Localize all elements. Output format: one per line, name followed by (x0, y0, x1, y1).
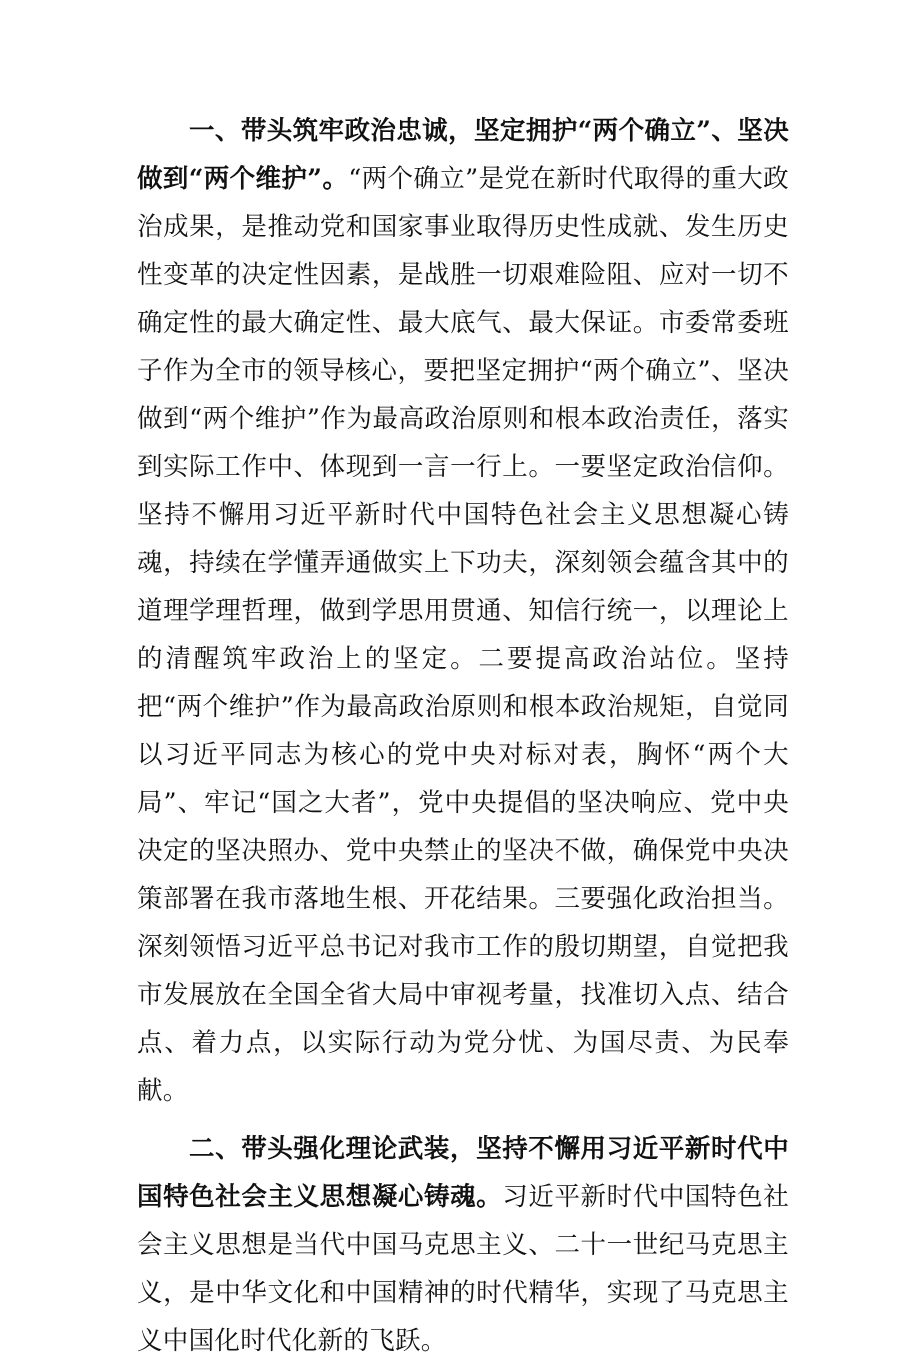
paragraph-2-heading: 二、带头强化理论武装，坚持不懈用习近平新时代中国特色社会主义思想凝心铸魂。 (137, 1134, 789, 1212)
paragraph-2-body: 习近平新时代中国特色社会主义思想是当代中国马克思主义、二十一世纪马克思主义，是中华文化和中国精神的时代精华，实现了马克思主义中国化时代化新的飞跃。 (137, 1182, 789, 1356)
paragraph-2 (137, 1125, 789, 1365)
document-page (137, 107, 789, 1365)
paragraph-1-heading: 一、带头筑牢政治忠诚，坚定拥护“两个确立”、坚决做到“两个维护”。 (137, 116, 789, 194)
paragraph-1-body: “两个确立”是党在新时代取得的重大政治成果，是推动党和国家事业取得历史性成就、发生历史性变革的决定性因素，是战胜一切艰难险阻、应对一切不确定性的最大确定性、最大底气、最大保证。市委常委班子作为全市的领导核心，要把坚定拥护“两个确立”、坚决做到“两个维护”作为最高政治原则和根本政治责任，落实到实际工作中、体现到一言一行上。一要坚定政治信仰。坚持不懈用习近平新时代中国特色社会主义思想凝心铸魂，持续在学懂弄通做实上下功夫，深刻领会蕴含其中的道理学理哲理，做到学思用贯通、知信行统一，以理论上的清醒筑牢政治上的坚定。二要提高政治站位。坚持把“两个维护”作为最高政治原则和根本政治规矩，自觉同以习近平同志为核心的党中央对标对表，胸怀“两个大局”、牢记“国之大者”，党中央提倡的坚决响应、党中央决定的坚决照办、党中央禁止的坚决不做，确保党中央决策部署在我市落地生根、开花结果。三要强化政治担当。深刻领悟习近平总书记对我市工作的殷切期望，自觉把我市发展放在全国全省大局中审视考量，找准切入点、结合点、着力点，以实际行动为党分忧、为国尽责、为民奉献。 (137, 164, 789, 1106)
paragraph-1 (137, 107, 789, 1115)
